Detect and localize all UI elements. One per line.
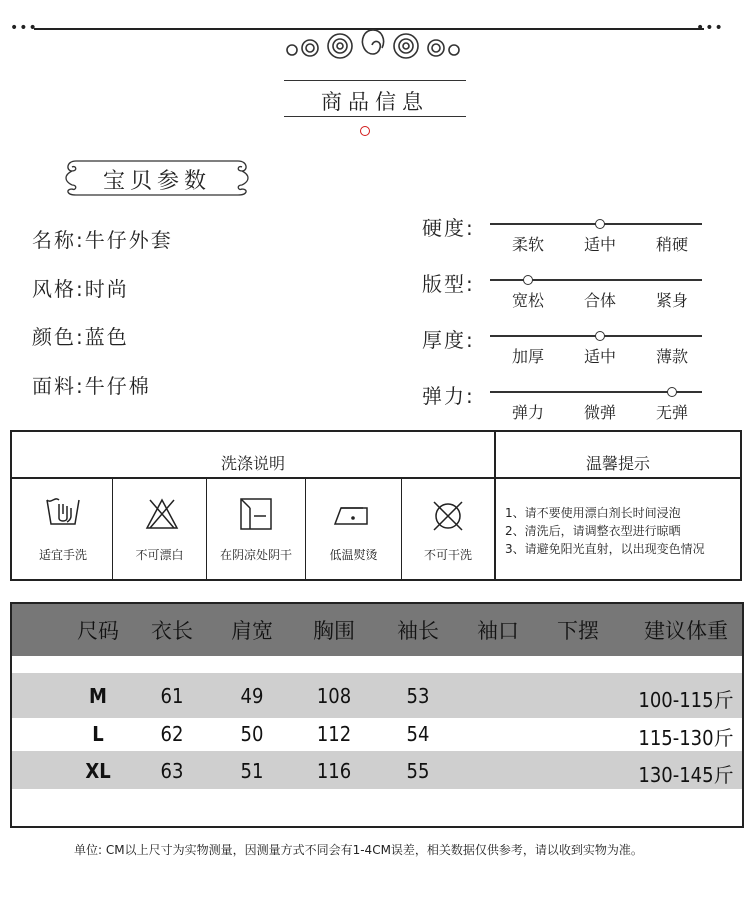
size-value-cell: 112 <box>316 722 352 746</box>
size-column-header: 衣长 <box>151 619 193 643</box>
params-badge-label: 宝贝参数 <box>102 169 211 194</box>
low-iron-icon <box>333 496 369 532</box>
size-value-cell: 54 <box>406 722 430 746</box>
scale-label: 硬度: <box>422 216 475 240</box>
scale-knob <box>523 275 533 285</box>
size-name-cell: M <box>89 684 107 708</box>
size-value-cell: 49 <box>240 684 264 708</box>
size-value-cell: 62 <box>160 722 184 746</box>
scale-label: 版型: <box>422 272 475 296</box>
title-bottom-rule <box>284 116 466 117</box>
wash-col-divider <box>112 479 113 579</box>
size-name-cell: XL <box>85 759 111 783</box>
attr-label: 风格: <box>32 277 85 301</box>
size-column-header: 肩宽 <box>231 619 273 643</box>
attr-value: 牛仔外套 <box>84 228 173 252</box>
scale-track <box>490 279 702 281</box>
size-value-cell: 63 <box>160 759 184 783</box>
attr-label: 面料: <box>32 374 85 398</box>
scale-option: 合体 <box>583 291 616 310</box>
size-column-header: 袖长 <box>397 619 439 643</box>
size-value-cell: 115-130斤 <box>638 726 734 750</box>
care-label: 不可漂白 <box>135 548 184 562</box>
attr-label: 颜色: <box>32 325 85 349</box>
scale-option: 微弹 <box>583 403 616 422</box>
size-name-cell: L <box>92 722 104 746</box>
wash-col-divider <box>305 479 306 579</box>
size-column-header: 建议体重 <box>644 619 728 643</box>
scale-label: 弹力: <box>422 384 475 408</box>
scale-knob <box>595 219 605 229</box>
scale-knob <box>595 331 605 341</box>
wash-heading: 洗涤说明 <box>220 454 285 473</box>
size-value-cell: 116 <box>316 759 352 783</box>
no-dry-clean-icon <box>430 498 466 534</box>
attr-value: 时尚 <box>84 277 129 301</box>
size-value-cell: 130-145斤 <box>638 763 734 787</box>
tip-line: 2、清洗后，请调整衣型进行晾晒 <box>505 524 681 538</box>
attr-value: 牛仔棉 <box>84 374 151 398</box>
care-label: 低温熨烫 <box>329 548 378 562</box>
scale-option: 加厚 <box>511 347 544 366</box>
attr-fabric <box>32 370 151 399</box>
hand-wash-icon <box>45 492 81 528</box>
scale-knob <box>667 387 677 397</box>
shade-dry-icon <box>238 496 274 532</box>
size-column-header: 袖口 <box>477 619 519 643</box>
tip-line: 1、请不要使用漂白剂长时间浸泡 <box>505 506 681 520</box>
tip-line: 3、请避免阳光直射，以出现变色情况 <box>505 542 705 556</box>
size-value-cell: 61 <box>160 684 184 708</box>
right-dots: ••• <box>696 20 724 36</box>
scale-option: 柔软 <box>511 235 544 254</box>
attr-color <box>32 321 129 350</box>
left-dots: ••• <box>10 20 38 36</box>
care-label: 在阴凉处阴干 <box>219 548 292 562</box>
scale-option: 适中 <box>583 235 616 254</box>
tips-heading: 温馨提示 <box>585 454 650 473</box>
size-column-header: 尺码 <box>77 619 119 643</box>
size-value-cell: 50 <box>240 722 264 746</box>
size-value-cell: 108 <box>316 684 352 708</box>
wash-col-divider <box>401 479 402 579</box>
attr-style <box>32 273 129 302</box>
size-value-cell: 100-115斤 <box>638 688 734 712</box>
scale-option: 弹力 <box>511 403 544 422</box>
scale-option: 稍硬 <box>655 235 688 254</box>
page-title: 商品信息 <box>321 90 429 114</box>
scale-option: 宽松 <box>511 291 544 310</box>
size-value-cell: 53 <box>406 684 430 708</box>
size-value-cell: 51 <box>240 759 264 783</box>
attr-name <box>32 224 173 253</box>
scale-option: 紧身 <box>655 291 688 310</box>
size-value-cell: 55 <box>406 759 430 783</box>
care-label: 适宜手洗 <box>38 548 87 562</box>
scale-label: 厚度: <box>422 328 475 352</box>
title-circle-icon <box>360 126 370 136</box>
wash-header-divider <box>12 477 740 479</box>
scale-option: 薄款 <box>655 347 688 366</box>
no-bleach-icon <box>144 496 180 532</box>
care-label: 不可干洗 <box>423 548 472 562</box>
scale-option: 适中 <box>583 347 616 366</box>
wash-col-divider <box>206 479 207 579</box>
title-top-rule <box>284 80 466 81</box>
size-footnote: 单位: CM以上尺寸为实物测量，因测量方式不同会有1-4CM误差，相关数据仅供参考，请以收到实物为准。 <box>74 843 643 857</box>
attr-label: 名称: <box>32 228 85 252</box>
scale-option: 无弹 <box>655 403 688 422</box>
scroll-ornament-icon <box>278 26 468 66</box>
attr-value: 蓝色 <box>84 325 129 349</box>
size-column-header: 下摆 <box>557 619 599 643</box>
size-column-header: 胸围 <box>313 619 355 643</box>
